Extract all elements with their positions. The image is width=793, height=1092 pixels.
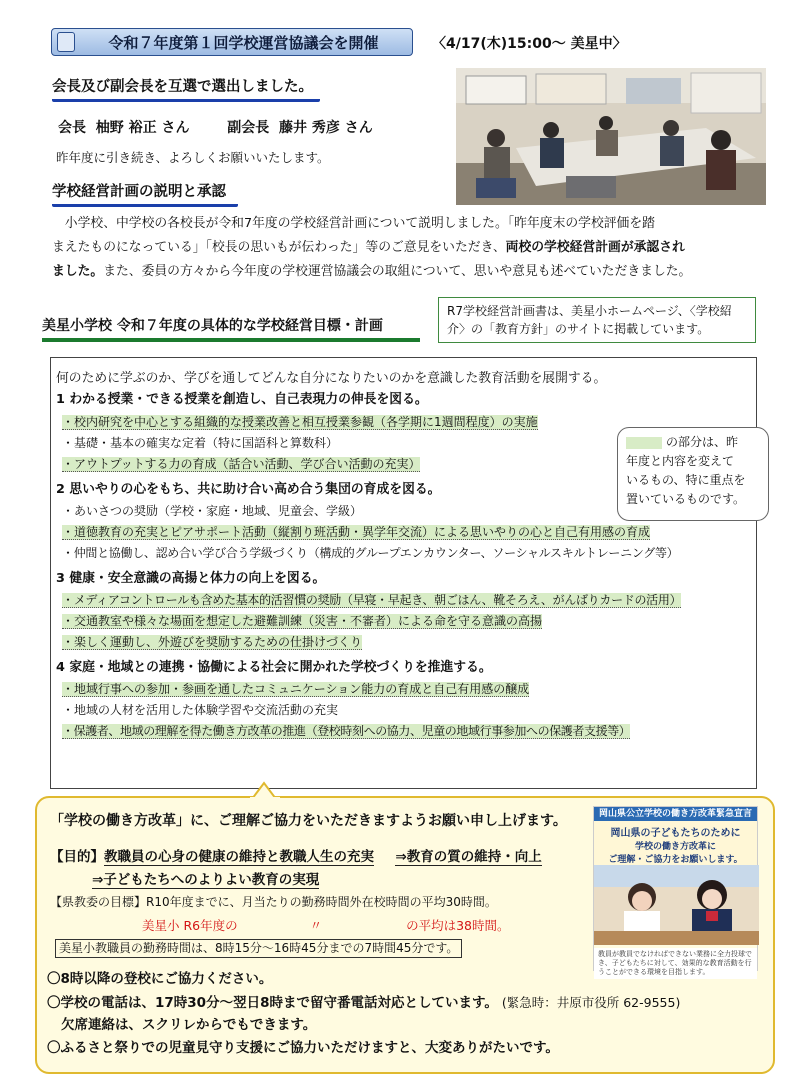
goal-2-item-3: ・仲間と協働し、認め合い学び合う学級づくり（構成的グループエンカウンター、ソーシャルスキルトレーニング等）	[62, 546, 679, 560]
goal-1-item-3: ・アウトプットする力の育成（話合い活動、学び合い活動の充実）	[62, 457, 421, 471]
goal-4-item-2: ・地域の人材を活用した体験学習や交流活動の充実	[62, 703, 339, 717]
vice-name: 藤井 秀彦 さん	[279, 120, 373, 136]
banner-title-3: ご理解・ご協力をお願いします。	[608, 855, 743, 865]
plan-line-2a: まえたものになっている」「校長の思いもが伝わった」等のご意見をいただき、	[52, 240, 506, 255]
emergency-contact: (緊急時：井原市役所 62-9555)	[501, 995, 681, 1010]
event-datetime: 〈4/17(木)15:00～ 美星中〉	[432, 36, 627, 52]
vice-label: 副会長	[227, 120, 270, 136]
goal-3-item-3: ・楽しく運動し、外遊びを奨励するための仕掛けづくり	[62, 635, 363, 649]
goal-4-item-3: ・保護者、地域の理解を得た働き方改革の推進（登校時刻への協力、児童の地域行事参加への保護者支援等）	[62, 724, 631, 738]
purpose-arrow-1: ⇒教育の質の維持・向上	[395, 849, 542, 865]
goal-4-item-1: ・地域行事への参加・参画を通したコミュニケーション能力の育成と自己有用感の醸成	[62, 682, 530, 696]
prefecture-target: 【県教委の目標】R10年度までに、月当たりの勤務時間外在校時間の平均30時間。	[50, 895, 497, 909]
staff-hours: 美星小教職員の勤務時間は、8時15分～16時45分までの7時間45分です。	[55, 939, 462, 958]
banner-title	[594, 821, 757, 865]
banner-title-2: 学校の働き方改革に	[634, 842, 716, 852]
request-1: 〇8時以降の登校にご協力ください。	[47, 971, 273, 987]
goal-2-item-2: ・道徳教育の充実とピアサポート活動（縦割り班活動・異学年交流）による思いやりの心と自己有用感の育成	[62, 525, 651, 539]
goal-3-item-1: ・メディアコントロールも含めた基本的活習慣の奨励（早寝・早起き、朝ごはん、靴そろえ、がんばりカードの活用）	[62, 593, 682, 607]
goal-3-title: 3 健康・安全意識の高揚と体力の向上を図る。	[56, 571, 326, 586]
election-message: 昨年度に引き続き、よろしくお願いいたします。	[56, 150, 330, 165]
chair-label: 会長	[58, 120, 86, 136]
highlight-legend-callout	[617, 427, 769, 521]
request-2	[47, 991, 747, 1014]
requests-list	[47, 968, 747, 1060]
banner-foot: 教員が教員でなければできない業務に全力投球でき、子どもたちに対して、効果的な教育活動を行うことができる環境を目指します。	[594, 948, 757, 979]
goal-3-item-2: ・交通教室や様々な場面を想定した避難訓練（災害・不審者）による命を守る意識の高揚	[62, 614, 543, 628]
plan-line-3b: また、委員の方々から今年度の学校運営協議会の取組について、思いや意見も述べていただきました。	[103, 264, 692, 279]
goal-4-title: 4 家庭・地域との連携・協働による社会に開かれた学校づくりを推進する。	[56, 660, 492, 675]
purpose-text: 教職員の心身の健康の維持と教職人生の充実	[104, 849, 374, 865]
prefecture-banner	[593, 806, 758, 976]
chair-name: 柚野 裕正 さん	[95, 120, 190, 136]
school-average-value: の平均は38時間。	[406, 918, 510, 933]
school-average-mark: 〃	[309, 918, 323, 933]
goals-intro: 何のために学ぶのか、学びを通してどんな自分になりたいのかを意識した教育活動を展開する。	[56, 371, 607, 386]
reform-purpose	[50, 845, 542, 865]
meeting-photo	[456, 68, 766, 205]
school-average-label: 美星小 R6年度の	[142, 918, 238, 933]
school-average	[142, 916, 509, 934]
goal-1-title: 1 わかる授業・できる授業を創造し、自己表現力の伸長を図る。	[56, 392, 428, 407]
request-3: 欠席連絡は、スクリレからでもできます。	[61, 1017, 317, 1033]
callout-pointer	[250, 781, 280, 801]
goal-1-item-1: ・校内研究を中心とする組織的な授業改善と相互授業参観（各学期に1週間程度）の実施	[62, 415, 538, 429]
plan-document-note: R7学校経営計画書は、美星小ホームページ、〈学校紹介〉の「教育方針」のサイトに掲載しています。	[438, 297, 756, 343]
plan-paragraph	[52, 212, 766, 284]
banner-top: 岡山県公立学校の働き方改革緊急宣言	[594, 807, 757, 821]
request-2-text: 〇学校の電話は、17時30分～翌日8時まで留守番電話対応としています。	[47, 995, 498, 1011]
banner-title-1: 岡山県の子どもたちのために	[610, 828, 741, 839]
goal-1-item-2: ・基礎・基本の確実な定着（特に国語科と算数科）	[62, 436, 339, 450]
event-title: 令和７年度第１回学校運営協議会を開催	[108, 33, 379, 52]
title-chip	[57, 32, 75, 52]
goals-heading: 美星小学校 令和７年度の具体的な学校経営目標・計画	[42, 315, 420, 342]
officers	[58, 117, 373, 137]
plan-line-1: 小学校、中学校の各校長が令和7年度の学校経営計画について説明しました。「昨年度末の学校評価を踏	[52, 216, 655, 231]
callout-line-1: の部分は、昨	[666, 435, 739, 449]
event-title-box	[51, 28, 413, 56]
plan-line-3	[52, 260, 766, 284]
plan-approved-end: ました。	[52, 264, 104, 279]
plan-heading: 学校経営計画の説明と承認	[52, 180, 238, 207]
election-heading: 会長及び副会長を互選で選出しました。	[52, 75, 320, 102]
purpose-arrow-2: ⇒子どもたちへのよりよい教育の実現	[92, 868, 319, 889]
plan-line-2	[52, 236, 766, 260]
request-4: 〇ふるさと祭りでの児童見守り支援にご協力いただけますと、大変ありがたいです。	[47, 1040, 559, 1056]
banner-illustration	[594, 865, 759, 945]
purpose-label: 【目的】	[50, 849, 104, 865]
goal-2-item-1: ・あいさつの奨励（学校・家庭・地域、児童会、学級）	[62, 504, 363, 518]
plan-approved: 両校の学校経営計画が承認され	[505, 240, 685, 255]
callout-line-4: 置いているものです。	[626, 492, 746, 506]
callout-line-3: いるもの、特に重点を	[626, 473, 746, 487]
reform-headline: 「学校の働き方改革」に、ご理解ご協力をいただきますようお願い申し上げます。	[50, 813, 567, 829]
goal-2-title: 2 思いやりの心をもち、共に助け合い高め合う集団の育成を図る。	[56, 482, 441, 497]
callout-line-2: 年度と内容を変えて	[626, 454, 735, 468]
highlight-swatch	[626, 437, 662, 449]
